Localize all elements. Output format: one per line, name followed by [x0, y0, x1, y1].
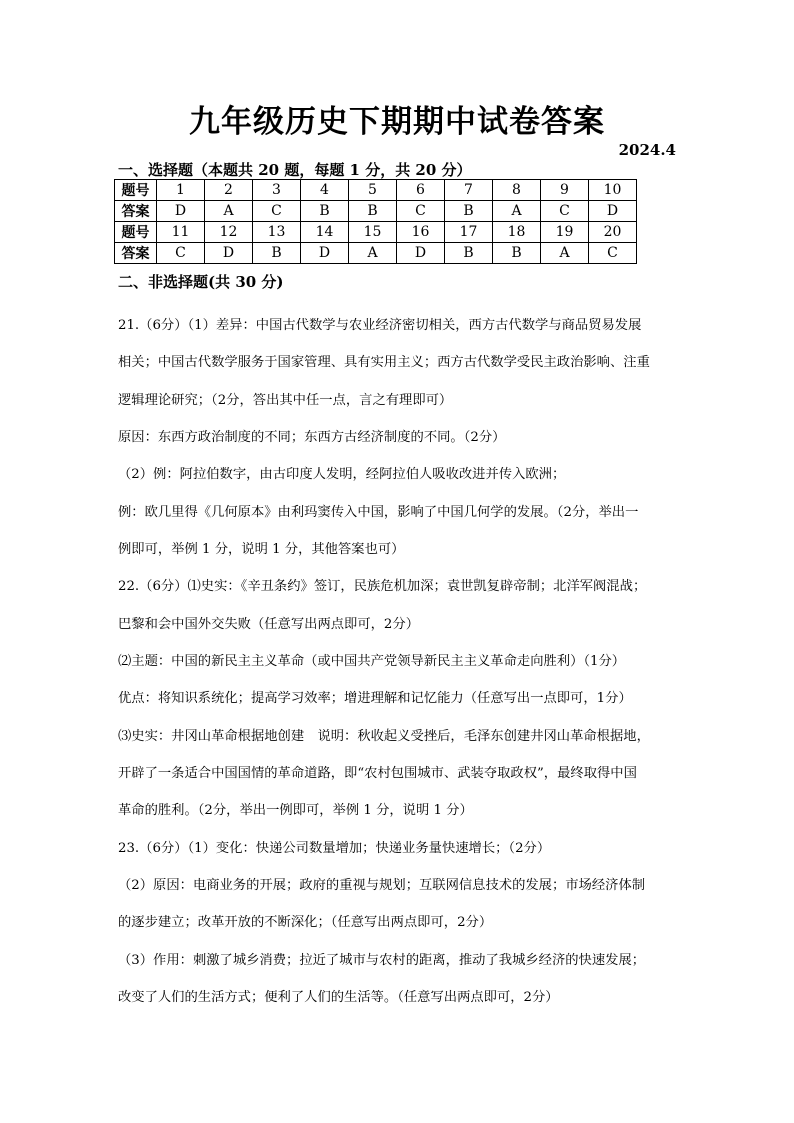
- answer-table: [114, 179, 637, 264]
- table-cell: B: [301, 201, 349, 222]
- table-cell: 20: [589, 222, 637, 243]
- table-cell: 18: [493, 222, 541, 243]
- answer-line: 优点：将知识系统化；提高学习效率；增进理解和记忆能力（任意写出一点即可，1分）: [118, 691, 632, 706]
- table-cell: 15: [349, 222, 397, 243]
- answer-line: 例即可，举例 1 分，说明 1 分，其他答案也可）: [118, 542, 405, 557]
- table-cell: A: [493, 201, 541, 222]
- table-cell: 3: [253, 180, 301, 201]
- answer-line: （2）原因：电商业务的开展；政府的重视与规划；互联网信息技术的发展；市场经济体制: [118, 878, 646, 893]
- table-cell: 5: [349, 180, 397, 201]
- table-cell: A: [349, 243, 397, 264]
- table-cell: A: [205, 201, 253, 222]
- answer-line: 改变了人们的生活方式；便利了人们的生活等。（任意写出两点即可，2分）: [118, 990, 559, 1005]
- table-cell: 6: [397, 180, 445, 201]
- table-cell: 1: [157, 180, 205, 201]
- table-cell: 12: [205, 222, 253, 243]
- answer-line: 的逐步建立；改革开放的不断深化；（任意写出两点即可，2分）: [118, 915, 493, 930]
- table-cell: B: [349, 201, 397, 222]
- table-cell: C: [397, 201, 445, 222]
- answer-line: ⑶史实：井冈山革命根据地创建 说明：秋收起义受挫后，毛泽东创建井冈山革命根据地，: [118, 729, 650, 744]
- answer-line: 22.（6分）⑴史实：《辛丑条约》签订，民族危机加深；袁世凯复辟帝制；北洋军阀混战；: [118, 579, 647, 594]
- answer-line: 相关；中国古代数学服务于国家管理、具有实用主义；西方古代数学受民主政治影响、注重: [118, 355, 650, 370]
- table-cell: D: [301, 243, 349, 264]
- row-label-answer: 答案: [115, 201, 157, 222]
- table-row-answers-1: [115, 201, 637, 222]
- table-cell: B: [253, 243, 301, 264]
- table-cell: 9: [541, 180, 589, 201]
- table-cell: D: [589, 201, 637, 222]
- answer-line: 例：欧几里得《几何原本》由利玛窦传入中国，影响了中国几何学的发展。（2分，举出一: [118, 505, 639, 520]
- answer-line: 革命的胜利。（2分，举出一例即可，举例 1 分，说明 1 分）: [118, 803, 473, 818]
- table-cell: 7: [445, 180, 493, 201]
- table-cell: 4: [301, 180, 349, 201]
- answer-line: 开辟了一条适合中国国情的革命道路，即“农村包围城市、武装夺取政权”，最终取得中国: [118, 766, 637, 781]
- table-cell: 11: [157, 222, 205, 243]
- table-cell: D: [397, 243, 445, 264]
- table-cell: B: [445, 201, 493, 222]
- row-label-question: 题号: [115, 180, 157, 201]
- page-title: 九年级历史下期期中试卷答案: [189, 104, 605, 140]
- table-cell: 16: [397, 222, 445, 243]
- table-cell: 2: [205, 180, 253, 201]
- table-cell: 13: [253, 222, 301, 243]
- table-cell: 17: [445, 222, 493, 243]
- table-row-answers-2: [115, 243, 637, 264]
- table-row-question-numbers-2: [115, 222, 637, 243]
- table-cell: C: [157, 243, 205, 264]
- answer-line: （2）例：阿拉伯数字，由古印度人发明，经阿拉伯人吸收改进并传入欧洲；: [118, 467, 566, 482]
- table-cell: D: [157, 201, 205, 222]
- answer-line: 21.（6分）（1）差异：中国古代数学与农业经济密切相关，西方古代数学与商品贸易发展: [118, 318, 642, 333]
- table-cell: 14: [301, 222, 349, 243]
- row-label-question: 题号: [115, 222, 157, 243]
- answer-line: 巴黎和会中国外交失败（任意写出两点即可，2分）: [118, 617, 419, 632]
- table-cell: C: [253, 201, 301, 222]
- section1-heading: 一、选择题（本题共 20 题，每题 1 分，共 20 分）: [118, 161, 472, 179]
- answer-line: 原因：东西方政治制度的不同；东西方古经济制度的不同。（2分）: [118, 430, 506, 445]
- row-label-answer: 答案: [115, 243, 157, 264]
- table-cell: B: [493, 243, 541, 264]
- table-cell: 10: [589, 180, 637, 201]
- table-cell: B: [445, 243, 493, 264]
- table-cell: A: [541, 243, 589, 264]
- section2-heading: 二、非选择题(共 30 分): [118, 273, 284, 291]
- table-cell: C: [541, 201, 589, 222]
- answer-line: 逻辑理论研究；（2分，答出其中任一点，言之有理即可）: [118, 393, 453, 408]
- answer-line: ⑵主题：中国的新民主主义革命（或中国共产党领导新民主主义革命走向胜利）（1分）: [118, 654, 626, 669]
- exam-date: 2024.4: [618, 141, 676, 159]
- table-cell: 8: [493, 180, 541, 201]
- table-cell: C: [589, 243, 637, 264]
- table-cell: D: [205, 243, 253, 264]
- answer-line: 23.（6分）（1）变化：快递公司数量增加；快递业务量快速增长；（2分）: [118, 841, 551, 856]
- answer-line: （3）作用：刺激了城乡消费；拉近了城市与农村的距离，推动了我城乡经济的快速发展；: [118, 953, 646, 968]
- table-row-question-numbers-1: [115, 180, 637, 201]
- table-cell: 19: [541, 222, 589, 243]
